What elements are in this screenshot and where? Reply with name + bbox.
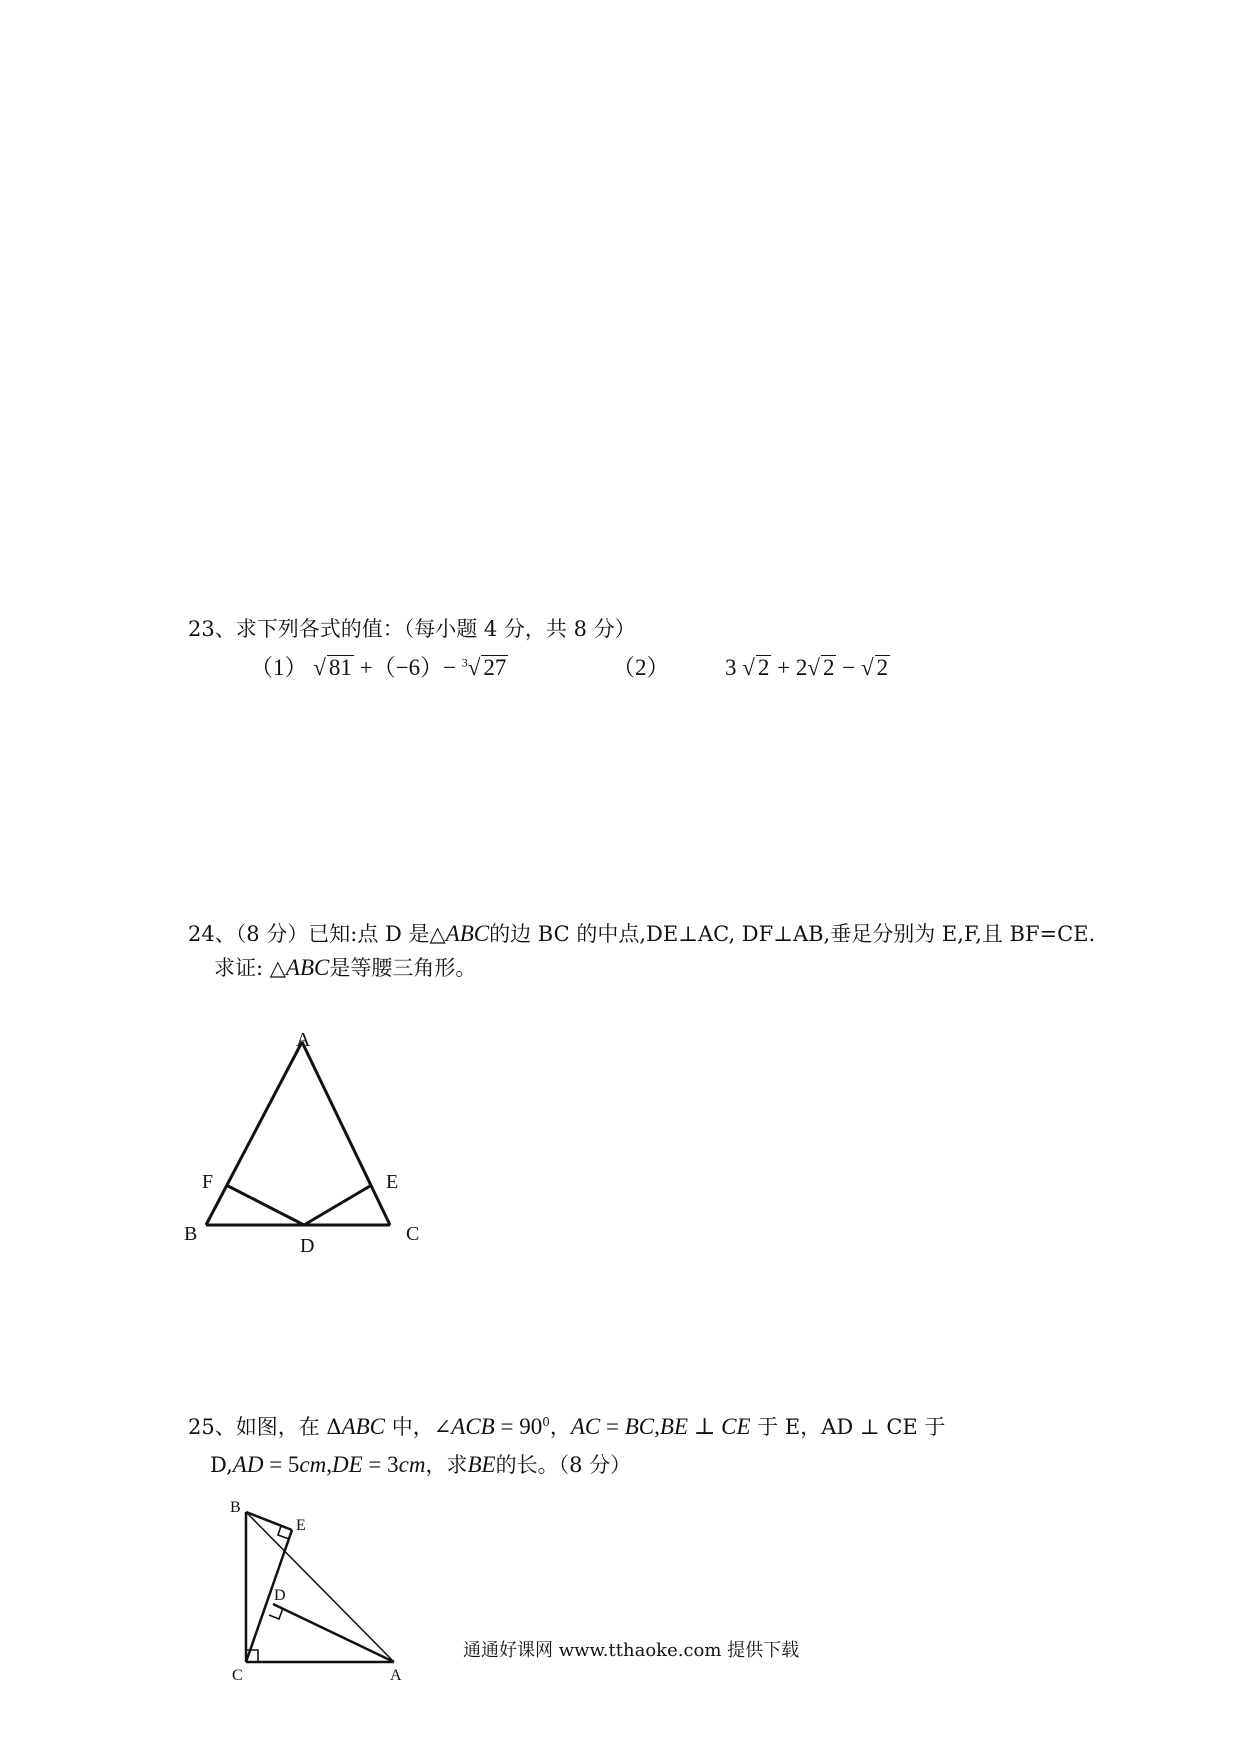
side-ac [302,1042,390,1225]
label-b: B [184,1223,198,1245]
segment-de [304,1186,370,1225]
label-e: E [386,1171,399,1193]
label-c: C [406,1223,420,1245]
label-a: A [296,1029,311,1051]
label-b: B [230,1499,241,1516]
q24-figure [180,1030,480,1270]
cbrt-27: $^3$√ 27 [461,655,507,680]
sqrt-2-a: √ 2 [742,655,770,680]
label-f: F [202,1171,214,1193]
q25-line1: 25、如图，在 ΔABC 中，∠ACB = $90^0$，AC = BC,BE ⊥ CE 于 E，AD ⊥ CE 于 [188,1414,946,1439]
segment-be [246,1512,292,1530]
side-ab [206,1042,302,1225]
sqrt-2-b: √ 2 [807,655,835,680]
footer-text: 通通好课网 www.tthaoke.com 提供下载 [463,1640,800,1661]
label-a: A [390,1667,402,1684]
q23-heading: 23、求下列各式的值：（每小题 4 分，共 8 分） [188,617,636,641]
right-angle-d [269,1608,283,1619]
side-ba [246,1512,394,1662]
label-e: E [296,1517,306,1534]
label-d: D [300,1235,315,1257]
label-d: D [274,1587,286,1604]
segment-df [228,1186,304,1225]
sqrt-2-c: √ 2 [860,655,889,680]
q25-figure [226,1500,426,1690]
q24-line1: 24、（8 分）已知:点 D 是△ABC的边 BC 的中点,DE⊥AC, DF⊥AB,垂足分别为 E,F,且 BF=CE. [188,921,1096,946]
q23-part1: （1） √ 81 +（−6）− $^3$√ 27 [250,655,507,680]
label-c: C [232,1667,243,1684]
q24-line2: 求证: △ABC是等腰三角形。 [214,955,477,980]
sqrt-81: √ 81 [313,655,352,680]
q23-part2: （2） 3 √ 2 + 2√ 2 − √ 2 [612,655,889,680]
segment-ad [273,1604,394,1662]
q25-line2: D,AD = 5cm,DE = 3cm，求BE的长。（8 分） [210,1452,632,1477]
